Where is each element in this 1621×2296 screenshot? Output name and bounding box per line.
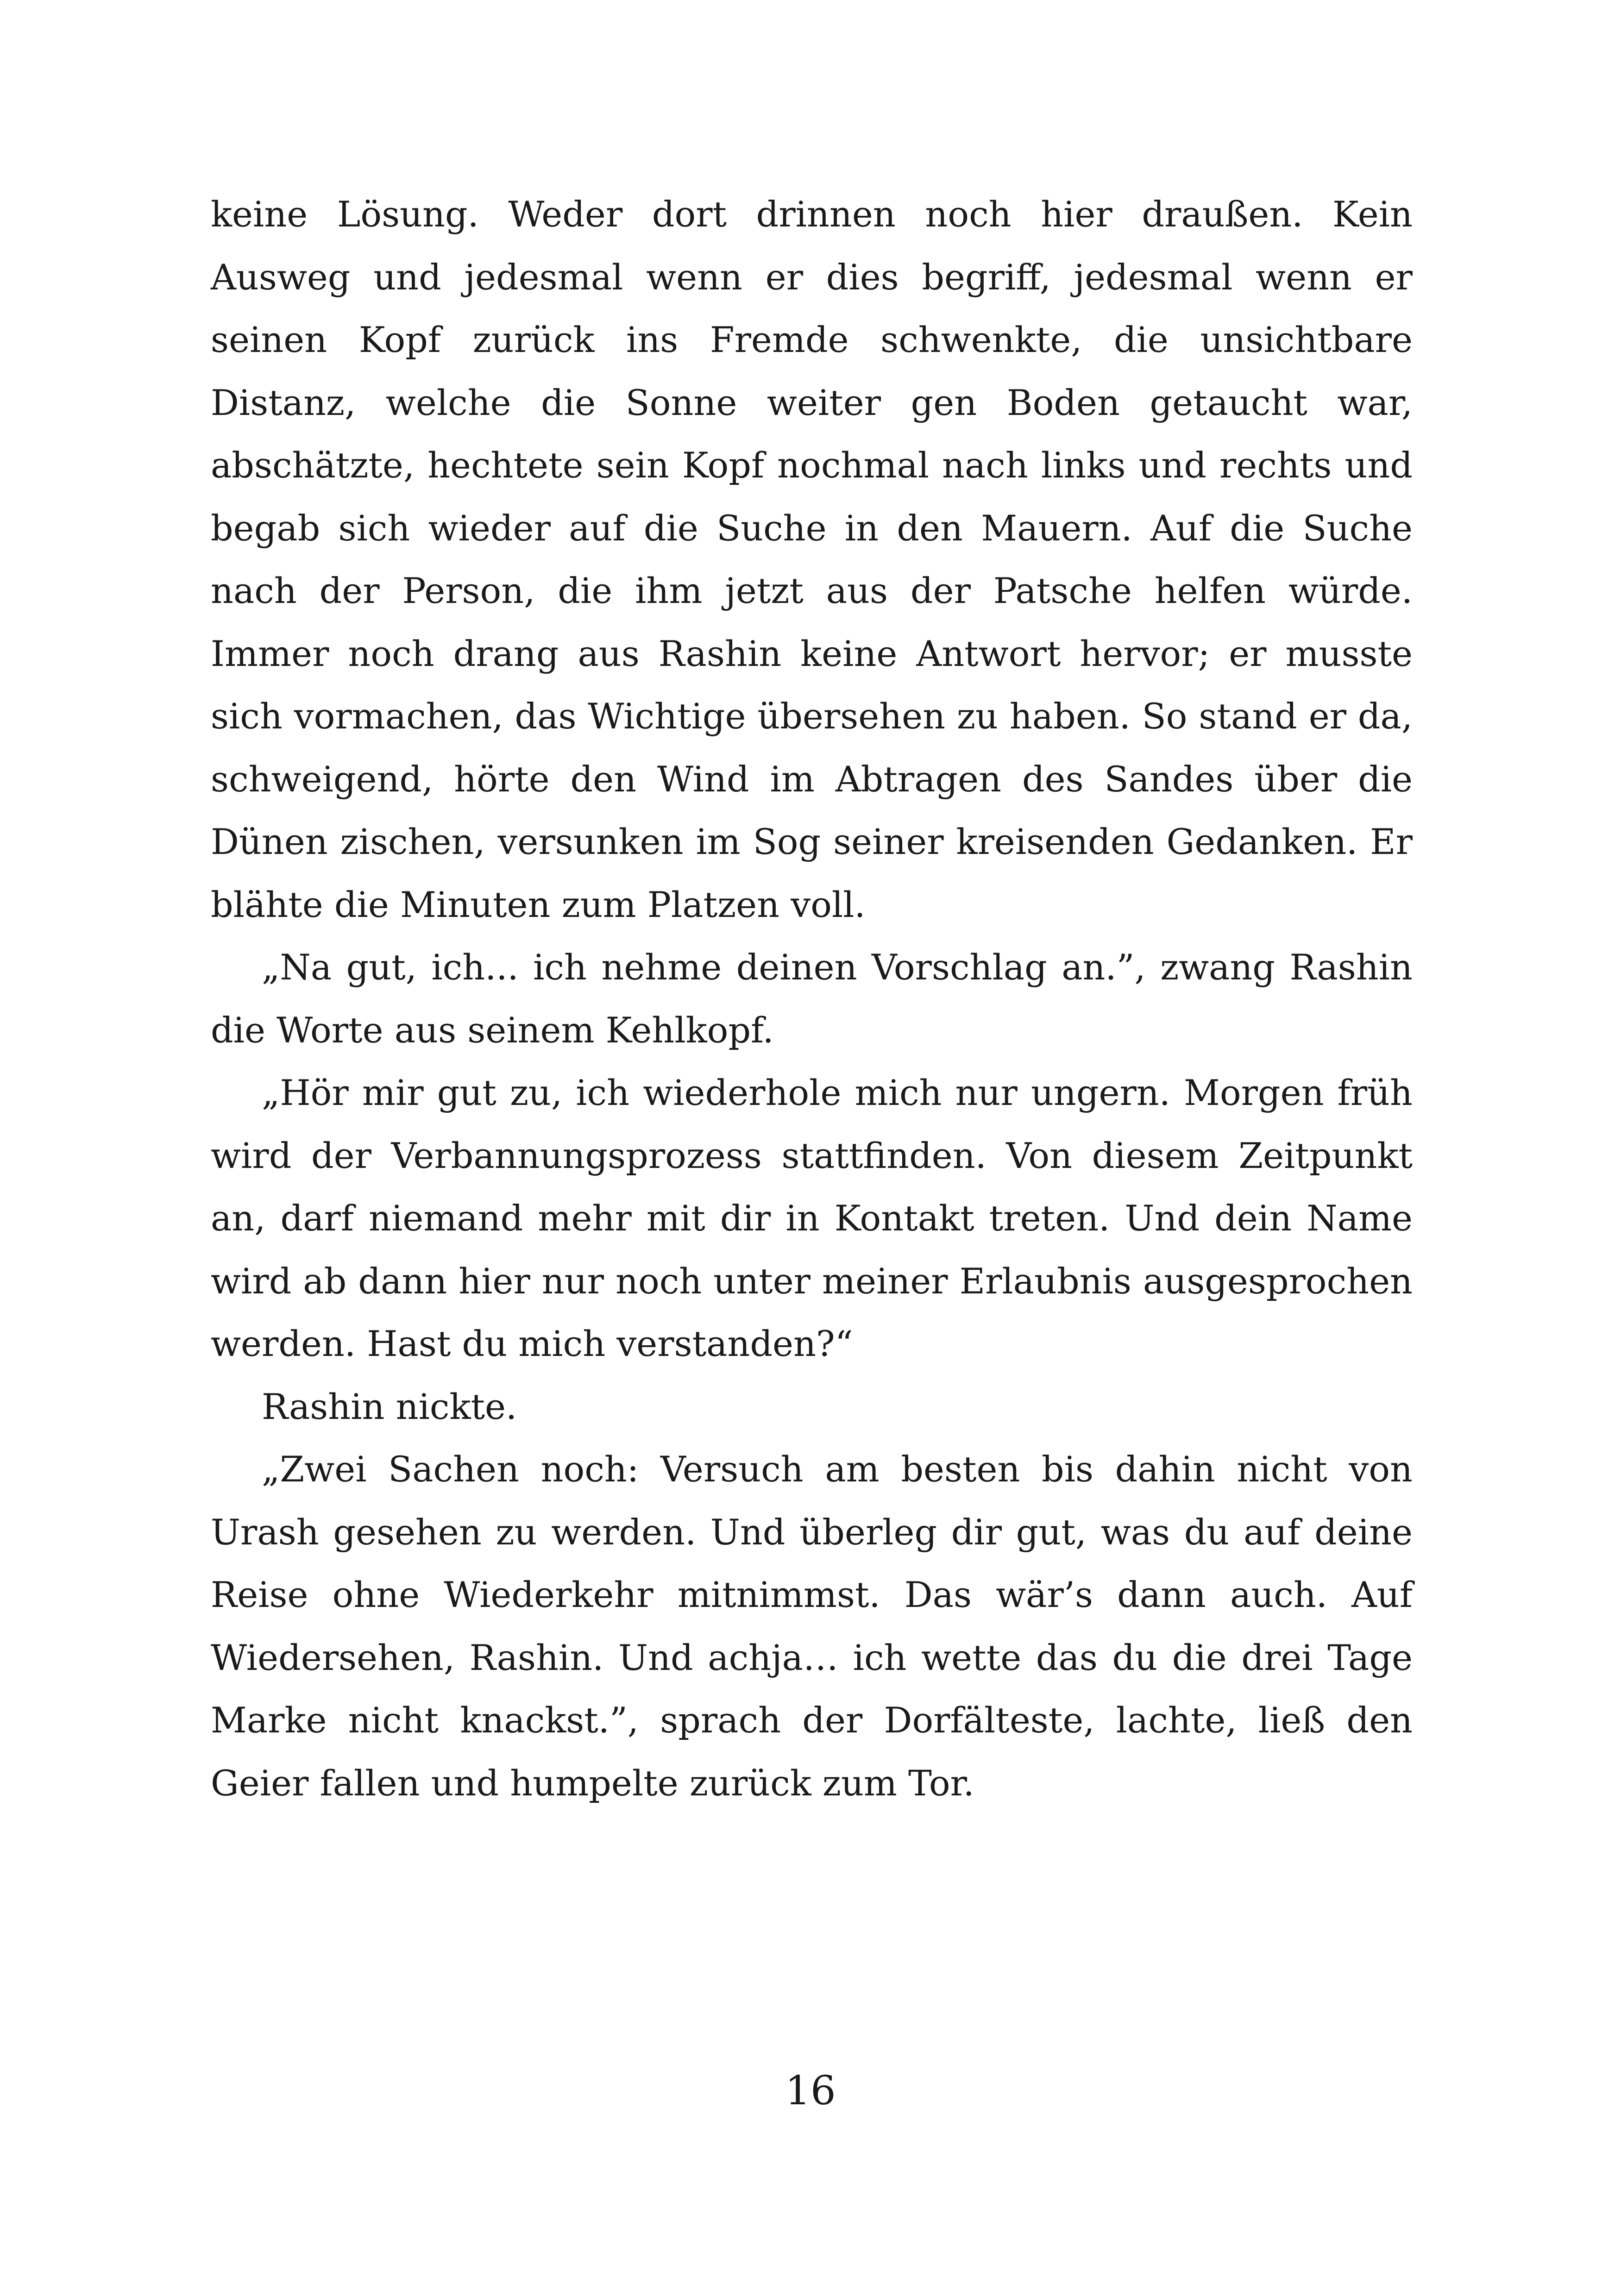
page-number: 16 [785,2068,836,2114]
paragraph-dialogue: „Hör mir gut zu, ich wiederhole mich nur ungern. Morgen früh wird der Verbannungsprozess stattfinden. Von diesem Zeitpunkt an, darf niemand mehr mit dir in Kontakt treten. Und dein Name wird ab dann hier nur noch unter meiner Erlaubnis ausgesprochen werden. Hast du mich verstanden?“ [211,1072,1413,1364]
paragraph-continued: keine Lösung. Weder dort drinnen noch hier draußen. Kein Ausweg und jedesmal wenn er dies begriff, jedesmal wenn er seinen Kopf zurück ins Fremde schwenkte, die unsichtbare Distanz, welche die Sonne weiter gen Boden getaucht war, abschätzte, hechtete sein Kopf nochmal nach links und rechts und begab sich wieder auf die Suche in den Mauern. Auf die Suche nach der Person, die ihm jetzt aus der Patsche helfen würde. Immer noch drang aus Rashin keine Antwort hervor; er musste sich vormachen, das Wichtige übersehen zu haben. So stand er da, schweigend, hörte den Wind im Abtragen des Sandes über die Dünen zischen, versunken im Sog seiner kreisenden Gedanken. Er blähte die Minuten zum Platzen voll. [211,194,1413,925]
body-text [211,183,1413,1814]
paragraph-dialogue: „Na gut, ich... ich nehme deinen Vorschlag an.”, zwang Rashin die Worte aus seinem Kehlkopf. [211,947,1413,1051]
paragraph-dialogue: „Zwei Sachen noch: Versuch am besten bis dahin nicht von Urash gesehen zu werden. Und überleg dir gut, was du auf deine Reise ohne Wiederkehr mitnimmst. Das wär’s dann auch. Auf Wiedersehen, Rashin. Und achja… ich wette das du die drei Tage Marke nicht knackst.”, sprach der Dorfälteste, lachte, ließ den Geier fallen und humpelte zurück zum Tor. [211,1449,1413,1804]
paragraph-short: Rashin nickte. [262,1386,517,1427]
